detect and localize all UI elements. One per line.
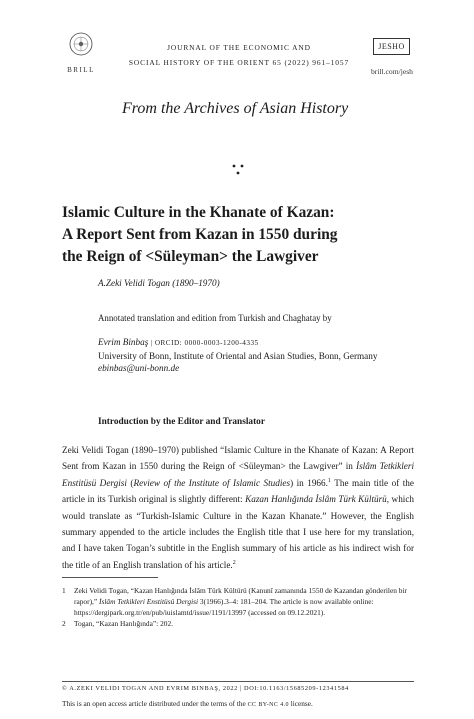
body-text-run: Zeki Velidi Togan (1890–1970) published “Islamic Culture in the Khanate of Kazan: A Report Sent from Kazan in 1550 during the Reign of <Süleyman> the Lawgiver” in: [62, 445, 414, 472]
journal-url-link[interactable]: brill.com/jesh: [371, 67, 413, 76]
translator-block: [98, 336, 377, 375]
journal-header: [108, 40, 370, 70]
footer-divider: [62, 681, 414, 682]
footnote-1: [62, 585, 414, 618]
footnote-text: Togan, “Kazan Hanlığında”: 202.: [74, 619, 174, 628]
oa-text: license.: [288, 699, 313, 708]
article-title-line: the Reign of <Süleyman> the Lawgiver: [62, 248, 319, 265]
footnote-number: 2: [62, 619, 66, 628]
translator-affiliation: University of Bonn, Institute of Oriental and Asian Studies, Bonn, Germany: [98, 350, 378, 361]
translation-note: Annotated translation and edition from Turkish and Chaghatay by: [98, 313, 332, 323]
open-access-note: [62, 699, 313, 708]
copyright-doi: © A.ZEKI VELIDI TOGAN AND EVRIM BINBAŞ, 2022 | DOI:10.1163/15685209-12341584: [62, 685, 349, 692]
body-text-run: ) in 1966.: [290, 477, 328, 488]
ornament-dots-icon: [228, 160, 248, 180]
article-title: [62, 202, 442, 268]
body-text-run: (: [126, 477, 134, 488]
author-dates: (1890–1970): [169, 278, 220, 288]
publisher-wordmark: BRILL: [67, 66, 95, 74]
turkish-title: Kazan Hanlığında İslâm Türk Kültürü: [245, 494, 387, 505]
translator-name: Evrim Binbaş: [98, 337, 149, 347]
license-link[interactable]: CC BY-NC 4.0: [247, 702, 289, 708]
footnote-text: Zeki Velidi Togan, “Kazan Hanlığında İslâm Türk Kültürü (Kanunî zamanında 1550 de Kazandan gönderilen bir rapor),”: [74, 586, 407, 606]
author-name: A.Zeki Velidi Togan: [98, 278, 170, 288]
footnote-number: 1: [62, 586, 66, 595]
footnote-text: 3(1966).3–4: 181–204. The article is now available online: https://dergipark.org.tr/en/pub/iuislamtd/issue/1191/13997 (accessed on 09.12.2021).: [74, 597, 374, 617]
translator-email-link[interactable]: ebinbas@uni-bonn.de: [98, 363, 180, 373]
orcid-link[interactable]: | ORCID: 0000-0003-1200-4335: [148, 339, 259, 347]
footnote-ref-1[interactable]: 1: [327, 477, 331, 484]
footnote-journal: İslâm Tetkikleri Enstitüsü Dergisi: [99, 597, 199, 606]
journal-title-tr: İslâm Tetkikleri Enstitüsü Dergisi: [62, 461, 415, 488]
intro-heading: Introduction by the Editor and Translator: [98, 417, 265, 427]
footnote-2: [62, 618, 414, 629]
body-text-run: , which would translate as “Turkish-Islamic Culture in the Kazan Khanate.” However, the English summary appended to the article includes the English title that I use here for my translation, and I have taken Togan’s subtitle in the English summary of his article as his indirect wish for the title of an English translation of his article.: [62, 494, 415, 570]
footnotes: [62, 585, 414, 629]
footnote-divider: [62, 577, 158, 578]
article-title-line: Islamic Culture in the Khanate of Kazan:: [62, 204, 335, 221]
article-title-line: A Report Sent from Kazan in 1550 during: [62, 226, 338, 243]
journal-title-en: Review of the Institute of Islamic Studies: [133, 477, 291, 488]
body-paragraph: [62, 442, 414, 573]
body-text-run: The main title of the article in its Turkish original is slightly different:: [62, 477, 414, 505]
section-title: From the Archives of Asian History: [122, 100, 349, 117]
footnote-ref-2[interactable]: 2: [232, 559, 236, 566]
journal-name-line: JOURNAL OF THE ECONOMIC AND: [167, 43, 311, 52]
original-author: [98, 278, 220, 288]
oa-text: This is an open access article distributed under the terms of the: [62, 699, 248, 708]
jesho-logo: JESHO: [373, 38, 410, 55]
journal-issue-line: SOCIAL HISTORY OF THE ORIENT 65 (2022) 961–1057: [128, 58, 350, 67]
